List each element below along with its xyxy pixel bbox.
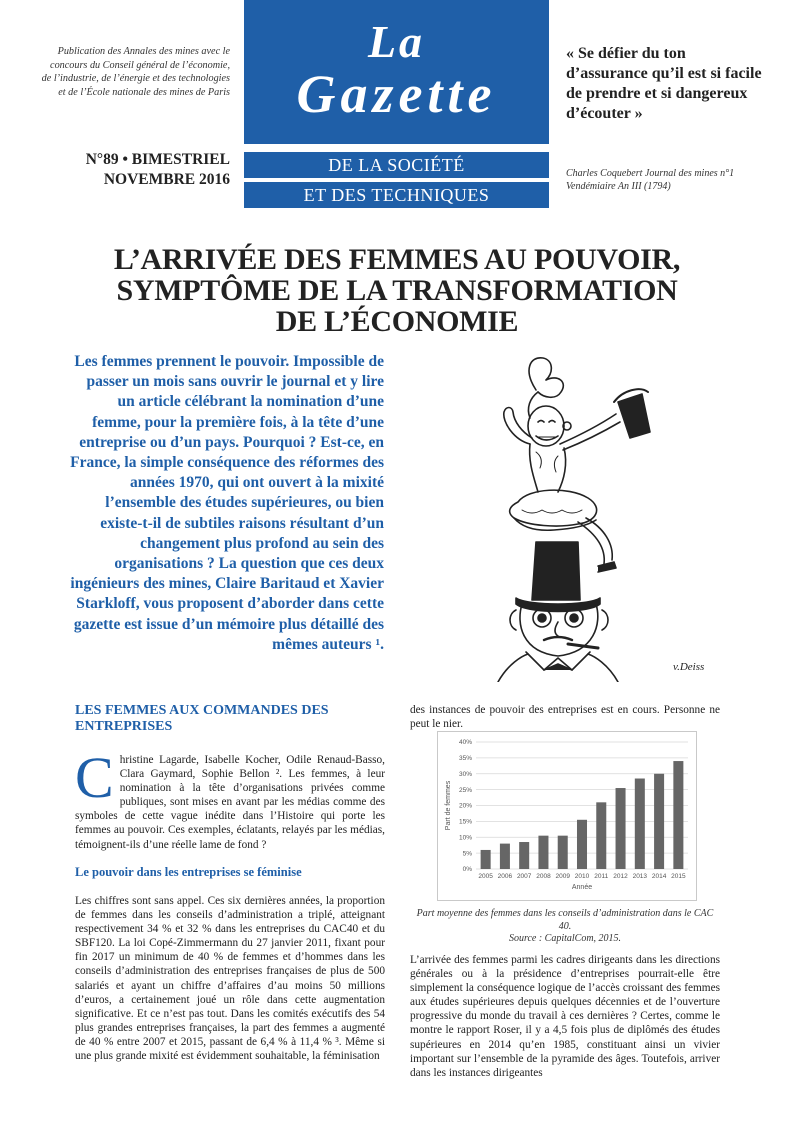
bar [500,844,510,869]
x-tick-label: 2010 [574,873,590,880]
publication-info: Publication des Annales des mines avec le concours du Conseil général de l’économie, de l’industrie, de l’énergie et des technologies et de l’École nationale des mines de Paris [41,46,230,98]
paragraph-right-top: des instances de pouvoir des entreprises est en cours. Personne ne peut le nier. [410,704,720,731]
bar [596,802,606,869]
bar [616,788,626,869]
y-tick-label: 0% [462,866,472,874]
issue-number: N°89 • BIMESTRIEL [85,151,230,168]
drop-cap: C [75,745,114,810]
headline-line-3: DE L’ÉCONOMIE [275,305,519,338]
illustration-signature: v.Deiss [673,661,705,673]
paragraph-right-bottom: L’arrivée des femmes parmi les cadres dirigeants dans les directions générales ou à la présidence d’entreprises pourrait-elle être simplement la conséquence logique de l’accès croissant des femmes aux études supérieures depuis quelques décennies et de l’ouverture progressive du monde du travail à ces dernières ? Certes, comme le montre le rapport Roser, il y a 4,5 fois plus de diplômés des études supérieures en 2014 qu’en 1985, constituant ainsi un vivier important sur l’ensemble de la pyramide des âges. Toutefois, arriver dans les instances dirigeantes [410,954,720,1079]
bar [558,836,568,869]
y-tick-label: 25% [458,786,472,794]
x-tick-label: 2008 [536,873,551,880]
intro-paragraph: hristine Lagarde, Isabelle Kocher, Odile Renaud-Basso, Clara Gaymard, Sophie Bellon ². Les femmes, à leur nomination à la tête d’organisations privées comme publiques, sont mises en avant par les médias comme des symboles de cette vague inédite dans l’Histoire qui porte les femmes au pouvoir. Ces exemples, éclatants, relayés par les médias, témoignent-ils d’une réelle lame de fond ? [75,754,385,851]
bar [519,842,529,869]
bar [481,850,491,869]
issue-info [40,150,230,190]
y-tick-label: 5% [462,850,472,858]
y-tick-label: 35% [458,755,472,763]
y-tick-label: 40% [458,739,472,747]
epigraph-quote: « Se défier du ton d’assurance qu’il est si facile de prendre et si dangereux d’écouter » [566,45,762,122]
cartoon-drawing [418,352,748,682]
bar [635,779,645,869]
paragraph-left: Les chiffres sont sans appel. Ces six dernières années, la proportion de femmes dans les conseils d’administration a triplé, atteignant respectivement 34 % et 32 % dans les entreprises du CAC40 et du SBF120. La loi Copé-Zimmermann du 27 janvier 2011, fixant pour fin 2017 un minimum de 40 % de femmes et d’hommes dans les conseils d’administration des entreprises françaises de plus de 500 salariés et ayant un chiffre d’affaires d’au moins 50 millions d’euros, a certainement joué un rôle dans cette augmentation significative. Et ce n’est pas tout. Dans les comités exécutifs des 54 plus grandes entreprises françaises, la part des femmes a augmenté de 40 % entre 2007 et 2015, passant de 6,4 % à 11,4 % ³. Même si une plus grande mixité est évidemment souhaitable, la féminisation [75,895,385,1063]
bar [654,774,664,869]
x-axis-label: Année [571,884,593,891]
masthead-subtitle-2: ET DES TECHNIQUES [244,182,549,208]
x-tick-label: 2009 [555,873,570,880]
section-heading: LES FEMMES AUX COMMANDES DES ENTREPRISES [75,703,329,734]
cartoon-illustration [418,352,748,682]
bar [673,761,683,869]
bar-chart [437,731,697,901]
x-tick-label: 2005 [478,873,493,880]
y-tick-label: 30% [458,770,472,778]
bar [538,836,548,869]
article-lead: Les femmes prennent le pouvoir. Impossible de passer un mois sans ouvrir le journal et y lire un article célébrant la nomination d’une femme, pour la première fois, à la tête d’une entreprise ou d’un pays. Pourquoi ? Est-ce, en France, la simple conséquence des réformes des années 1970, qui ont ouvert à la mixité l’ensemble des études supérieures, ou bien existe-t-il de subtiles raisons résultant d’un changement plus profond au sein des organisations ? La question que ces deux ingénieurs des mines, Claire Baritaud et Xavier Starkloff, vous proposent d’aborder dans cette gazette est issue d’un mémoire plus détaillé des mêmes auteurs ¹. [70,353,384,653]
masthead-subtitle-1: DE LA SOCIÉTÉ [244,152,549,178]
bar [577,820,587,869]
masthead-logo [244,0,549,144]
subheading: Le pouvoir dans les entreprises se féminise [75,865,302,879]
chart-caption-text: Part moyenne des femmes dans les conseils d’administration dans le CAC 40. [416,908,714,932]
headline-line-1: L’ARRIVÉE DES FEMMES AU POUVOIR, [113,243,681,276]
x-tick-label: 2015 [671,873,686,880]
epigraph-source: Charles Coquebert Journal des mines n°1 Vendémiaire An III (1794) [566,168,735,192]
intro-paragraph-block [75,745,385,852]
x-tick-label: 2011 [594,873,609,880]
bar-chart-svg [438,732,696,900]
x-tick-label: 2012 [613,873,628,880]
masthead-la: La [367,16,426,67]
y-tick-label: 10% [458,834,472,842]
article-headline [60,244,734,337]
x-tick-label: 2013 [632,873,648,880]
x-tick-label: 2007 [516,873,532,880]
masthead-gazette: Gazette [296,64,497,124]
y-tick-label: 15% [458,818,472,826]
headline-line-2: SYMPTÔME DE LA TRANSFORMATION [116,274,678,307]
issue-date: NOVEMBRE 2016 [103,171,230,188]
chart-caption-source: Source : CapitalCom, 2015. [508,933,622,944]
x-tick-label: 2014 [651,873,667,880]
y-tick-label: 20% [458,802,472,810]
chart-caption [410,908,720,946]
y-axis-label: Part de femmes [445,780,452,831]
x-tick-label: 2006 [497,873,513,880]
